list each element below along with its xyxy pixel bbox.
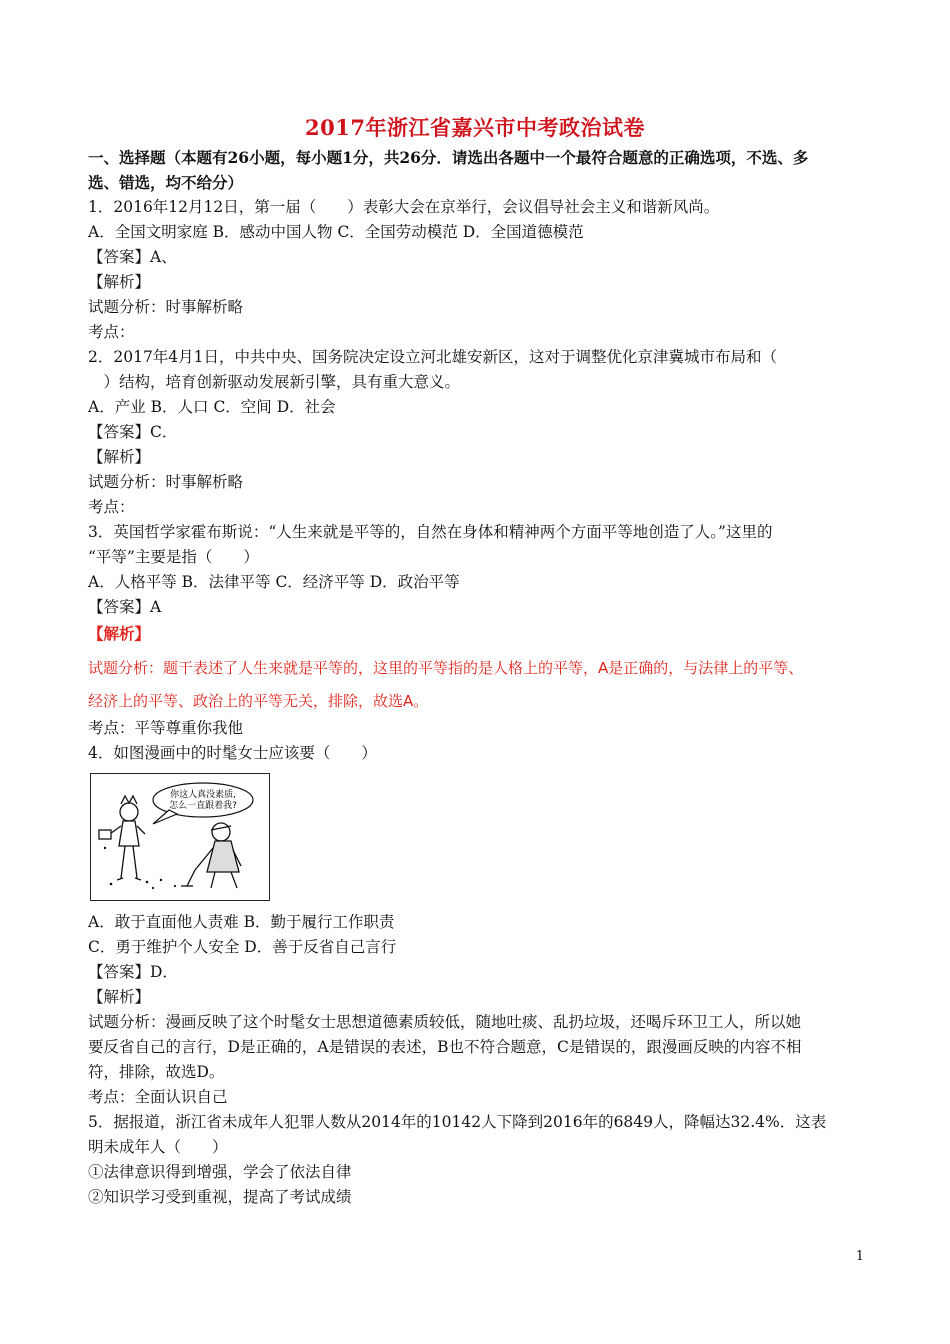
q1-stem: 1．2016年12月12日，第一届（ ）表彰大会在京举行，会议倡导社会主义和谐新风尚。	[88, 198, 720, 216]
q3-stem-line1: 3．英国哲学家霍布斯说：“人生来就是平等的，自然在身体和精神两个方面平等地创造了人。”这里的	[88, 523, 773, 541]
q4-cartoon-image	[90, 773, 270, 901]
q3-analysis-label: 【解析】	[88, 624, 151, 643]
q5-stem-line2: 明未成年人（ ）	[88, 1138, 228, 1156]
q3-analysis-line2: 经济上的平等、政治上的平等无关，排除，故选A。	[88, 692, 429, 710]
q2-point: 考点：	[88, 498, 135, 516]
q1-options: A．全国文明家庭 B．感动中国人物 C．全国劳动模范 D．全国道德模范	[88, 223, 584, 241]
cartoon-drawing	[91, 774, 269, 900]
q1-analysis-label: 【解析】	[88, 273, 151, 291]
cartoon-speech-line2: 怎么一直跟着我?	[169, 801, 237, 811]
page-number: 1	[855, 1249, 864, 1264]
q2-stem-line2: ）结构，培育创新驱动发展新引擎，具有重大意义。	[88, 373, 461, 391]
q4-analysis-line1: 试题分析：漫画反映了这个时髦女士思想道德素质较低，随地吐痰、乱扔垃圾，还喝斥环卫工人，所以她	[88, 1013, 802, 1031]
q5-item2: ②知识学习受到重视，提高了考试成绩	[88, 1188, 352, 1206]
q4-analysis-line2: 要反省自己的言行，D是正确的，A是错误的表述，B也不符合题意，C是错误的，跟漫画反映的内容不相	[88, 1038, 802, 1056]
q4-options-line1: A．敢于直面他人责难 B．勤于履行工作职责	[88, 913, 395, 931]
section-heading-line1: 一、选择题（本题有26小题，每小题1分，共26分．请选出各题中一个最符合题意的正确选项，不选、多	[88, 148, 809, 167]
q2-options: A．产业 B．人口 C．空间 D．社会	[88, 398, 336, 416]
q3-analysis-line1: 试题分析：题干表述了人生来就是平等的，这里的平等指的是人格上的平等，A是正确的，与法律上的平等、	[88, 659, 804, 677]
q2-analysis: 试题分析：时事解析略	[88, 473, 244, 491]
q4-point: 考点：全面认识自己	[88, 1088, 228, 1106]
q3-answer: 【答案】A	[88, 598, 162, 616]
q3-stem-line2: “平等”主要是指（ ）	[88, 548, 259, 566]
cartoon-speech-line1: 你这人真没素质,	[170, 790, 236, 800]
q4-options-line2: C．勇于维护个人安全 D．善于反省自己言行	[88, 938, 397, 956]
q2-stem-line1: 2．2017年4月1日，中共中央、国务院决定设立河北雄安新区，这对于调整优化京津冀城市布局和（	[88, 348, 778, 366]
q4-stem: 4．如图漫画中的时髦女士应该要（ ）	[88, 744, 377, 762]
q1-answer: 【答案】A、	[88, 248, 177, 266]
q1-point: 考点：	[88, 323, 135, 341]
page-title: 2017年浙江省嘉兴市中考政治试卷	[305, 115, 645, 140]
q3-options: A．人格平等 B．法律平等 C．经济平等 D．政治平等	[88, 573, 460, 591]
q4-answer: 【答案】D．	[88, 963, 178, 981]
q4-analysis-label: 【解析】	[88, 988, 151, 1006]
q5-item1: ①法律意识得到增强，学会了依法自律	[88, 1163, 352, 1181]
section-heading-line2: 选、错选，均不给分）	[88, 173, 244, 192]
q4-analysis-line3: 符，排除，故选D。	[88, 1063, 225, 1081]
q2-analysis-label: 【解析】	[88, 448, 151, 466]
q5-stem-line1: 5．据报道，浙江省未成年人犯罪人数从2014年的10142人下降到2016年的6849人，降幅达32.4%．这表	[88, 1113, 827, 1131]
q2-answer: 【答案】C．	[88, 423, 178, 441]
q1-analysis: 试题分析：时事解析略	[88, 298, 244, 316]
q3-point: 考点：平等尊重你我他	[88, 719, 244, 737]
